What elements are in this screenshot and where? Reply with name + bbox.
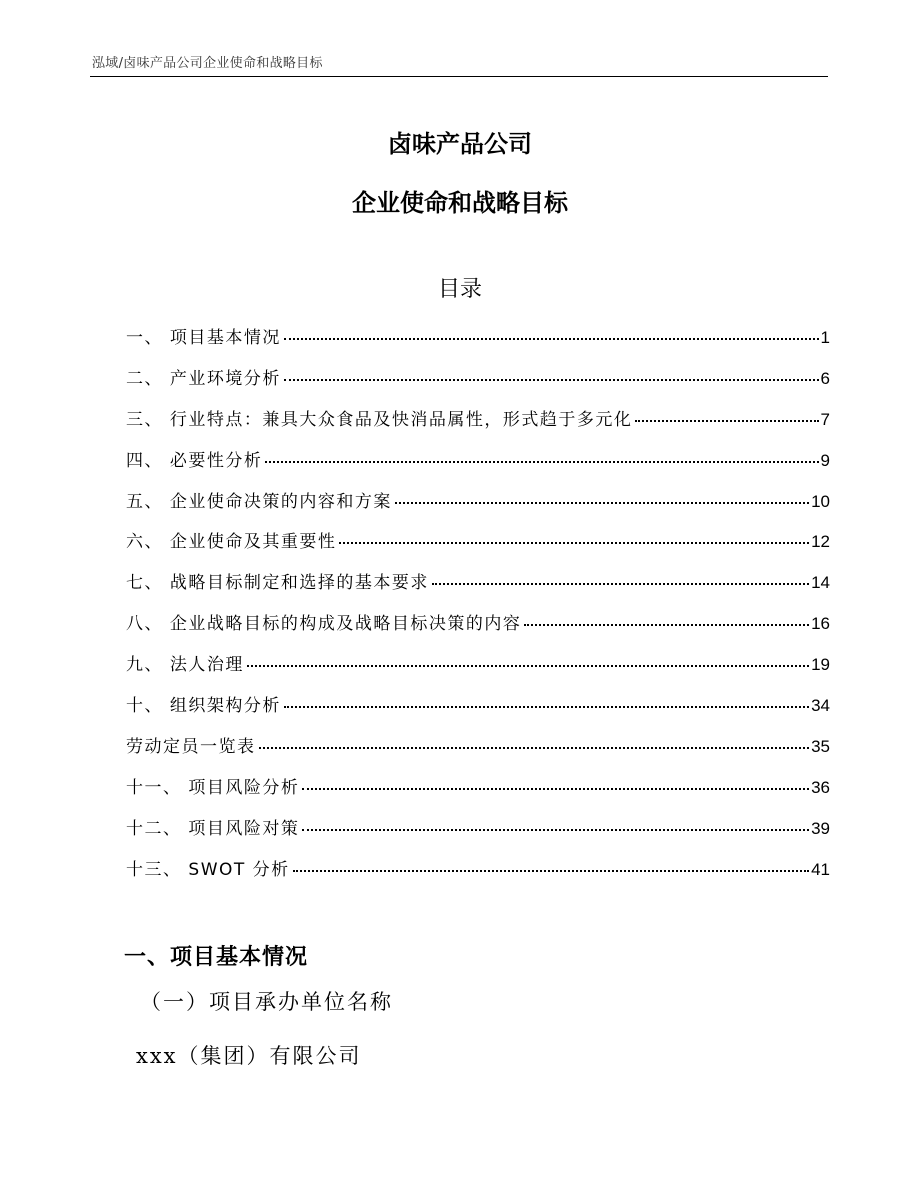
toc-dot-leader xyxy=(265,461,818,463)
toc-entry-label: 七、 战略目标制定和选择的基本要求 xyxy=(126,573,429,594)
toc-entry[interactable] xyxy=(126,691,830,732)
toc-entry-label: 十二、 项目风险对策 xyxy=(126,818,300,839)
toc-dot-leader xyxy=(524,624,809,626)
toc-entry-label: 九、 法人治理 xyxy=(126,655,244,676)
toc-entry-label: 十三、 SWOT 分析 xyxy=(126,859,290,880)
toc-entry-page: 7 xyxy=(820,409,830,429)
toc-heading: 目录 xyxy=(437,277,482,302)
toc-dot-leader xyxy=(302,829,809,831)
toc-entry[interactable] xyxy=(126,814,830,855)
toc-entry-label: 二、 产业环境分析 xyxy=(126,368,281,389)
section-heading: 一、项目基本情况 xyxy=(124,945,309,970)
toc-entry-page: 41 xyxy=(811,859,830,879)
toc-entry[interactable] xyxy=(126,650,830,691)
toc-entry-page: 19 xyxy=(811,655,830,675)
document-title-line-1: 卤味产品公司 xyxy=(388,130,532,158)
toc-entry-label: 四、 必要性分析 xyxy=(126,450,263,471)
toc-entry-label: 劳动定员一览表 xyxy=(126,736,256,757)
table-of-contents xyxy=(126,323,830,895)
toc-dot-leader xyxy=(284,379,819,381)
body-paragraph: xxx（集团）有限公司 xyxy=(136,1044,362,1068)
toc-dot-leader xyxy=(259,747,810,749)
toc-entry[interactable] xyxy=(126,568,830,609)
toc-dot-leader xyxy=(293,870,809,872)
toc-entry[interactable] xyxy=(126,446,830,487)
toc-dot-leader xyxy=(284,338,819,340)
toc-entry-label: 一、 项目基本情况 xyxy=(126,328,281,348)
toc-entry[interactable] xyxy=(126,855,830,896)
toc-entry-label: 六、 企业使命及其重要性 xyxy=(126,532,337,553)
header-rule xyxy=(90,76,828,77)
toc-entry-label: 五、 企业使命决策的内容和方案 xyxy=(126,491,392,512)
toc-entry[interactable] xyxy=(126,323,830,364)
toc-entry[interactable] xyxy=(126,732,830,773)
toc-entry-page: 6 xyxy=(820,368,830,388)
toc-entry-page: 16 xyxy=(811,614,830,634)
subsection-heading: （一）项目承办单位名称 xyxy=(140,990,393,1014)
toc-entry[interactable] xyxy=(126,405,830,446)
toc-dot-leader xyxy=(302,788,809,790)
toc-dot-leader xyxy=(247,665,809,667)
toc-entry-page: 35 xyxy=(811,736,830,756)
toc-entry-label: 八、 企业战略目标的构成及战略目标决策的内容 xyxy=(126,614,522,635)
toc-dot-leader xyxy=(284,706,809,708)
toc-dot-leader xyxy=(339,542,809,544)
toc-dot-leader xyxy=(395,502,809,504)
toc-entry[interactable] xyxy=(126,364,830,405)
toc-entry-page: 36 xyxy=(811,777,830,797)
toc-entry-page: 14 xyxy=(811,573,830,593)
toc-entry[interactable] xyxy=(126,487,830,528)
toc-entry-label: 十一、 项目风险分析 xyxy=(126,777,300,798)
toc-dot-leader xyxy=(432,583,809,585)
document-title-line-2: 企业使命和战略目标 xyxy=(352,189,568,217)
toc-dot-leader xyxy=(635,420,818,422)
toc-entry[interactable] xyxy=(126,609,830,650)
toc-entry-label: 十、 组织架构分析 xyxy=(126,696,281,717)
toc-entry-page: 12 xyxy=(811,532,830,552)
toc-entry-page: 9 xyxy=(820,450,830,470)
toc-entry-page: 1 xyxy=(820,328,830,347)
toc-entry-page: 10 xyxy=(811,491,830,511)
toc-entry-label: 三、 行业特点：兼具大众食品及快消品属性，形式趋于多元化 xyxy=(126,409,633,430)
running-header: 泓域/卤味产品公司企业使命和战略目标 xyxy=(92,56,323,71)
toc-entry[interactable] xyxy=(126,773,830,814)
toc-entry-page: 34 xyxy=(811,696,830,716)
toc-entry[interactable] xyxy=(126,527,830,568)
toc-entry-page: 39 xyxy=(811,818,830,838)
